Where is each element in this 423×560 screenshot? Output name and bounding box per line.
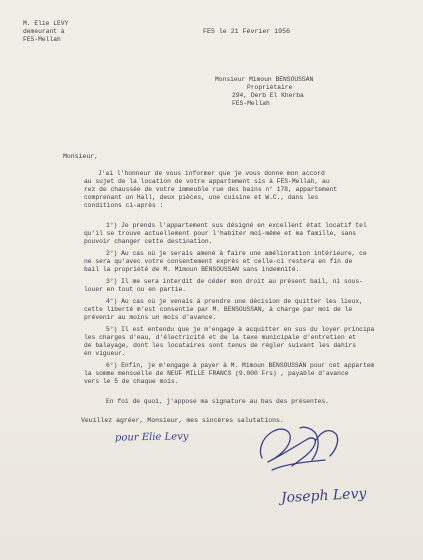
body-line: prévenir au moins un mois d'avance. [84,314,217,321]
body-line: 2°) Au cas où je serais amené à faire une amélioration intérieure, ce [106,250,367,257]
signature-pour-text: pour Elie Levy [114,431,189,444]
recipient-city: FES-Mellah [232,100,270,107]
body-line: ne sera qu'avec votre consentement exprès et celle-ci restera en fin de [84,258,353,265]
body-line: 5°) Il est entendu que je m'engage à acquitter en sus du loyer principa [106,326,375,333]
body-line: louer en tout ou en partie. [84,286,187,293]
body-line: cette liberté m'est consentie par M. BENSOUSSAN, à charge par moi de le [84,306,353,313]
body-line: 6°) Enfin, je m'engage à payer à M. Mimoun BENSOUSSAN pour cet appartem [106,362,375,369]
sender-address-line2: FES-Mellah [23,36,61,43]
letter-date: FES le 21 Février 1956 [203,28,291,35]
body-line: En foi de quoi, j'appose ma signature au bas des présentes. [106,398,329,405]
closing-line: Veuillez agréer, Monsieur, mes sincères salutations. [81,417,284,424]
recipient-name: Monsieur Mimoun BENSOUSSAN [215,76,314,83]
body-line: J'ai l'honneur de vous informer que je vous donne mon accord [98,170,325,177]
body-line: 4°) Au cas où je venais à prendre une décision de quitter les lieux, [106,298,363,305]
body-line: au sujet de la location de votre appartement sis à FES-Mellah, au [84,178,330,185]
body-line: 3°) Il me sera interdit de céder mon droit au présent bail, ni sous- [106,278,363,285]
body-line: vers le 5 de chaque mois. [84,378,179,385]
body-line: comprenant un Hall, deux pièces, une cuisine et W.C., dans les [84,194,319,201]
salutation: Monsieur, [63,153,99,160]
body-line: la somme mensuelle de NEUF MILLE FRANCS (9.000 Frs) , payable d'avance [84,370,349,377]
body-line: 1°) Je prends l'appartement sus désigné en excellent état locatif tel [106,222,367,229]
body-line: pouvoir changer cette destination. [84,238,213,245]
body-line: bail la propriété de M. Mimoun BENSOUSSAN sans indemnité. [84,266,300,273]
signature-joseph-text: Joseph Levy [280,485,367,507]
sender-name: M. Elie LEVY [23,20,69,27]
body-line: de balayage, dont les locataires sont tenus de régler suivant les dahirs [84,342,357,349]
body-line: en vigueur. [84,350,126,357]
body-line: conditions ci-après : [84,202,164,209]
body-line: rez de chaussée de votre immeuble rue des bains n° 178, appartement [84,186,338,193]
body-line: qu'il se trouve actuellement pour l'habiter moi-même et ma famille, sans [84,230,357,237]
body-line: les charges d'eau, d'électricité et de la taxe municipale d'entretien et [84,334,357,341]
recipient-title: Propriétaire [247,84,293,91]
recipient-street: 294, Derb El Kherba [232,92,304,99]
sender-address-line1: demeurant à [23,28,65,35]
